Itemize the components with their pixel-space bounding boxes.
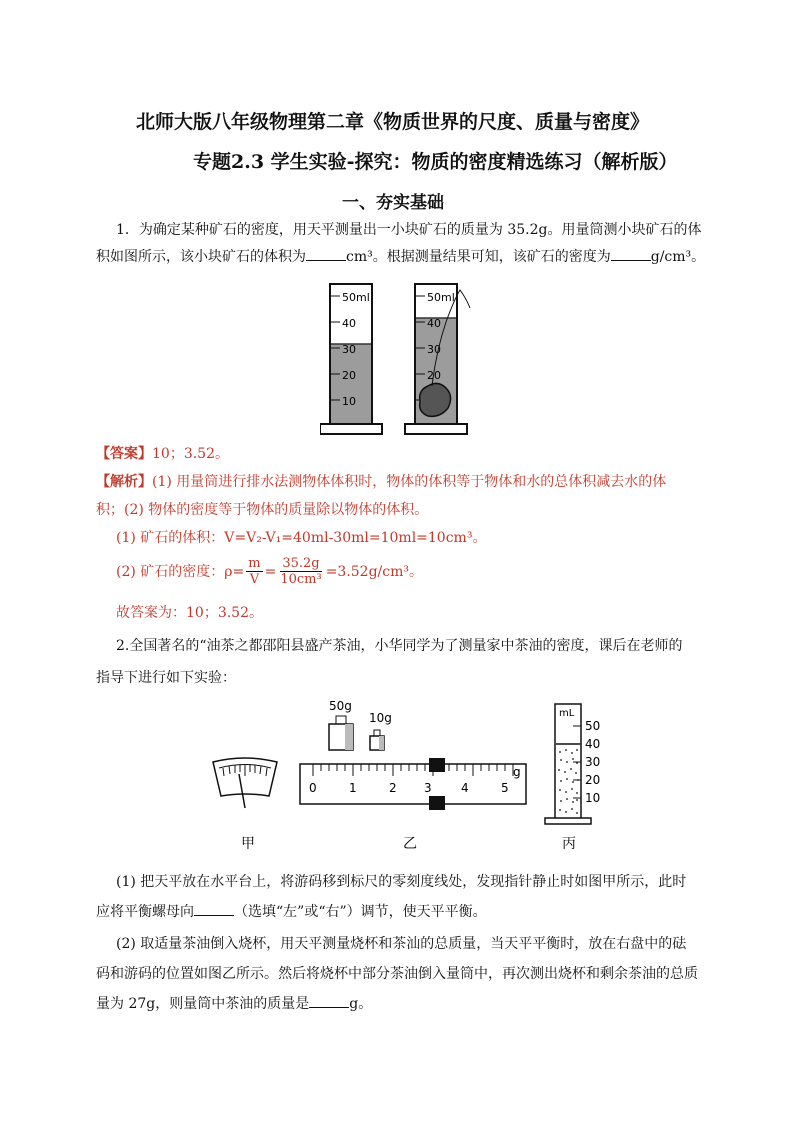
q2-p1-text-a: 应将平衡螺母向 bbox=[96, 904, 194, 920]
weight-50g-icon bbox=[329, 716, 353, 750]
q1-blank-volume bbox=[306, 248, 346, 261]
weight-10g-icon bbox=[370, 730, 384, 750]
frac2-num: 35.2g bbox=[282, 556, 320, 571]
q1-analysis-line1 bbox=[96, 472, 666, 492]
ruler-num-1: 1 bbox=[349, 781, 357, 795]
cyl-left-label-20: 20 bbox=[342, 369, 356, 382]
q2-part1-line2 bbox=[96, 902, 487, 922]
calc2-prefix: (2) 矿石的密度：ρ= bbox=[116, 563, 245, 580]
ruler-unit: g bbox=[513, 765, 521, 779]
q1-conclusion: 故答案为：10；3.52。 bbox=[116, 605, 263, 621]
q2-intro-line2: 指导下进行如下实验： bbox=[96, 670, 236, 686]
cyl-left-label-40: 40 bbox=[342, 317, 356, 330]
q2-p1-text-b: （选填“左”或“右”）调节，使天平平衡。 bbox=[234, 904, 487, 920]
q2-part1-line1: (1) 把天平放在水平台上，将游码移到标尺的零刻度线处，发现指针静止时如图甲所示，此时 bbox=[116, 874, 687, 890]
answer-tag: 【答案】 bbox=[96, 446, 152, 462]
ruler-num-5: 5 bbox=[501, 781, 509, 795]
cylinder-left bbox=[320, 284, 382, 434]
q2-part2-line1: (2) 取适量茶油倒入烧杯，用天平测量烧杯和茶汕的总质量，当天平平衡时，放在右盘中的砝 bbox=[116, 936, 687, 952]
q1-analysis-line2: 积；(2) 物体的密度等于物体的质量除以物体的体积。 bbox=[96, 502, 429, 518]
frac2-den: 10cm³ bbox=[280, 572, 322, 587]
caption-yi: 乙 bbox=[403, 836, 417, 852]
beaker-label-50: 50 bbox=[585, 719, 601, 733]
doc-title: 北师大版八年级物理第二章《物质世界的尺度、质量与密度》 bbox=[136, 111, 650, 133]
q2-p2-text-b: g。 bbox=[349, 996, 373, 1012]
answer-value: 10；3.52。 bbox=[152, 446, 229, 462]
caption-jia: 甲 bbox=[241, 836, 255, 852]
frac1-den: V bbox=[249, 572, 260, 587]
ruler-num-0: 0 bbox=[309, 781, 317, 795]
ruler-num-2: 2 bbox=[389, 781, 397, 795]
analysis-tag: 【解析】 bbox=[96, 474, 152, 490]
section-heading: 一、夯实基础 bbox=[342, 193, 444, 213]
cyl-left-label-50: 50ml bbox=[342, 291, 370, 304]
cyl-right-label-20: 20 bbox=[427, 369, 441, 382]
q1-text-b: cm³。根据测量结果可知，该矿石的密度为 bbox=[346, 249, 611, 265]
beaker-label-10: 10 bbox=[585, 791, 601, 805]
q1-text-c: g/cm³。 bbox=[650, 249, 706, 265]
q1-calc-density bbox=[116, 556, 423, 587]
cylinder-right bbox=[405, 284, 470, 434]
measuring-cylinder bbox=[545, 704, 600, 824]
analysis-text-1: (1) 用量筒进行排水法测物体体积时，物体的体积等于物体和水的总体积减去水的体 bbox=[152, 474, 667, 490]
weight-50g-label: 50g bbox=[329, 699, 352, 713]
fraction-m-over-v bbox=[246, 556, 262, 587]
q2-p2-text-a: 量为 27g，则量筒中茶油的质量是 bbox=[96, 996, 310, 1012]
q1-cylinders-figure bbox=[320, 282, 480, 438]
q2-blank-direction bbox=[194, 903, 234, 916]
cyl-right-label-30: 30 bbox=[427, 343, 441, 356]
q1-text-line2 bbox=[96, 247, 705, 267]
ruler-num-3: 3 bbox=[424, 781, 432, 795]
balance-ruler bbox=[300, 758, 526, 810]
caption-bing: 丙 bbox=[562, 836, 576, 852]
q1-text-line1: 1．为确定某种矿石的密度，用天平测量出一小块矿石的质量为 35.2g。用量筒测小块矿石的体 bbox=[116, 222, 702, 238]
q1-text-a: 积如图所示，该小块矿石的体积为 bbox=[96, 249, 306, 265]
beaker-label-30: 30 bbox=[585, 755, 601, 769]
cyl-left-label-30: 30 bbox=[342, 343, 356, 356]
cyl-right-label-40: 40 bbox=[427, 317, 441, 330]
frac1-num: m bbox=[248, 556, 261, 571]
q2-intro-line1: 2.全国著名的“油茶之都邵阳县盛产茶油，小华同学为了测量家中茶油的密度，课后在老师的 bbox=[116, 638, 683, 654]
balance-pointer-dial bbox=[213, 758, 277, 808]
cyl-left-label-10: 10 bbox=[342, 395, 356, 408]
beaker-label-20: 20 bbox=[585, 773, 601, 787]
cylinder-unit-label: mL bbox=[559, 708, 575, 719]
fraction-values bbox=[278, 556, 323, 587]
q1-calc-volume: (1) 矿石的体积：V=V₂-V₁=40ml-30ml=10ml=10cm³。 bbox=[116, 530, 487, 546]
q1-blank-density bbox=[611, 248, 651, 261]
cyl-right-label-50: 50ml bbox=[427, 291, 455, 304]
doc-subtitle: 专题2.3 学生实验-探究：物质的密度精选练习（解析版） bbox=[193, 151, 678, 173]
calc2-eq: = bbox=[264, 563, 277, 580]
q2-balance-figure bbox=[205, 696, 605, 858]
ruler-num-4: 4 bbox=[461, 781, 469, 795]
weight-10g-label: 10g bbox=[369, 711, 392, 725]
q2-part2-line2: 码和游码的位置如图乙所示。然后将烧杯中部分茶油倒入量筒中，再次测出烧杯和剩余茶油的总质 bbox=[96, 966, 698, 982]
q1-answer bbox=[96, 444, 229, 464]
q2-part2-line3 bbox=[96, 994, 372, 1014]
beaker-label-40: 40 bbox=[585, 737, 601, 751]
rider-top-icon bbox=[429, 758, 445, 772]
rider-bottom-icon bbox=[429, 796, 445, 810]
q2-blank-mass bbox=[309, 995, 349, 1008]
calc2-suffix: =3.52g/cm³。 bbox=[325, 563, 423, 580]
